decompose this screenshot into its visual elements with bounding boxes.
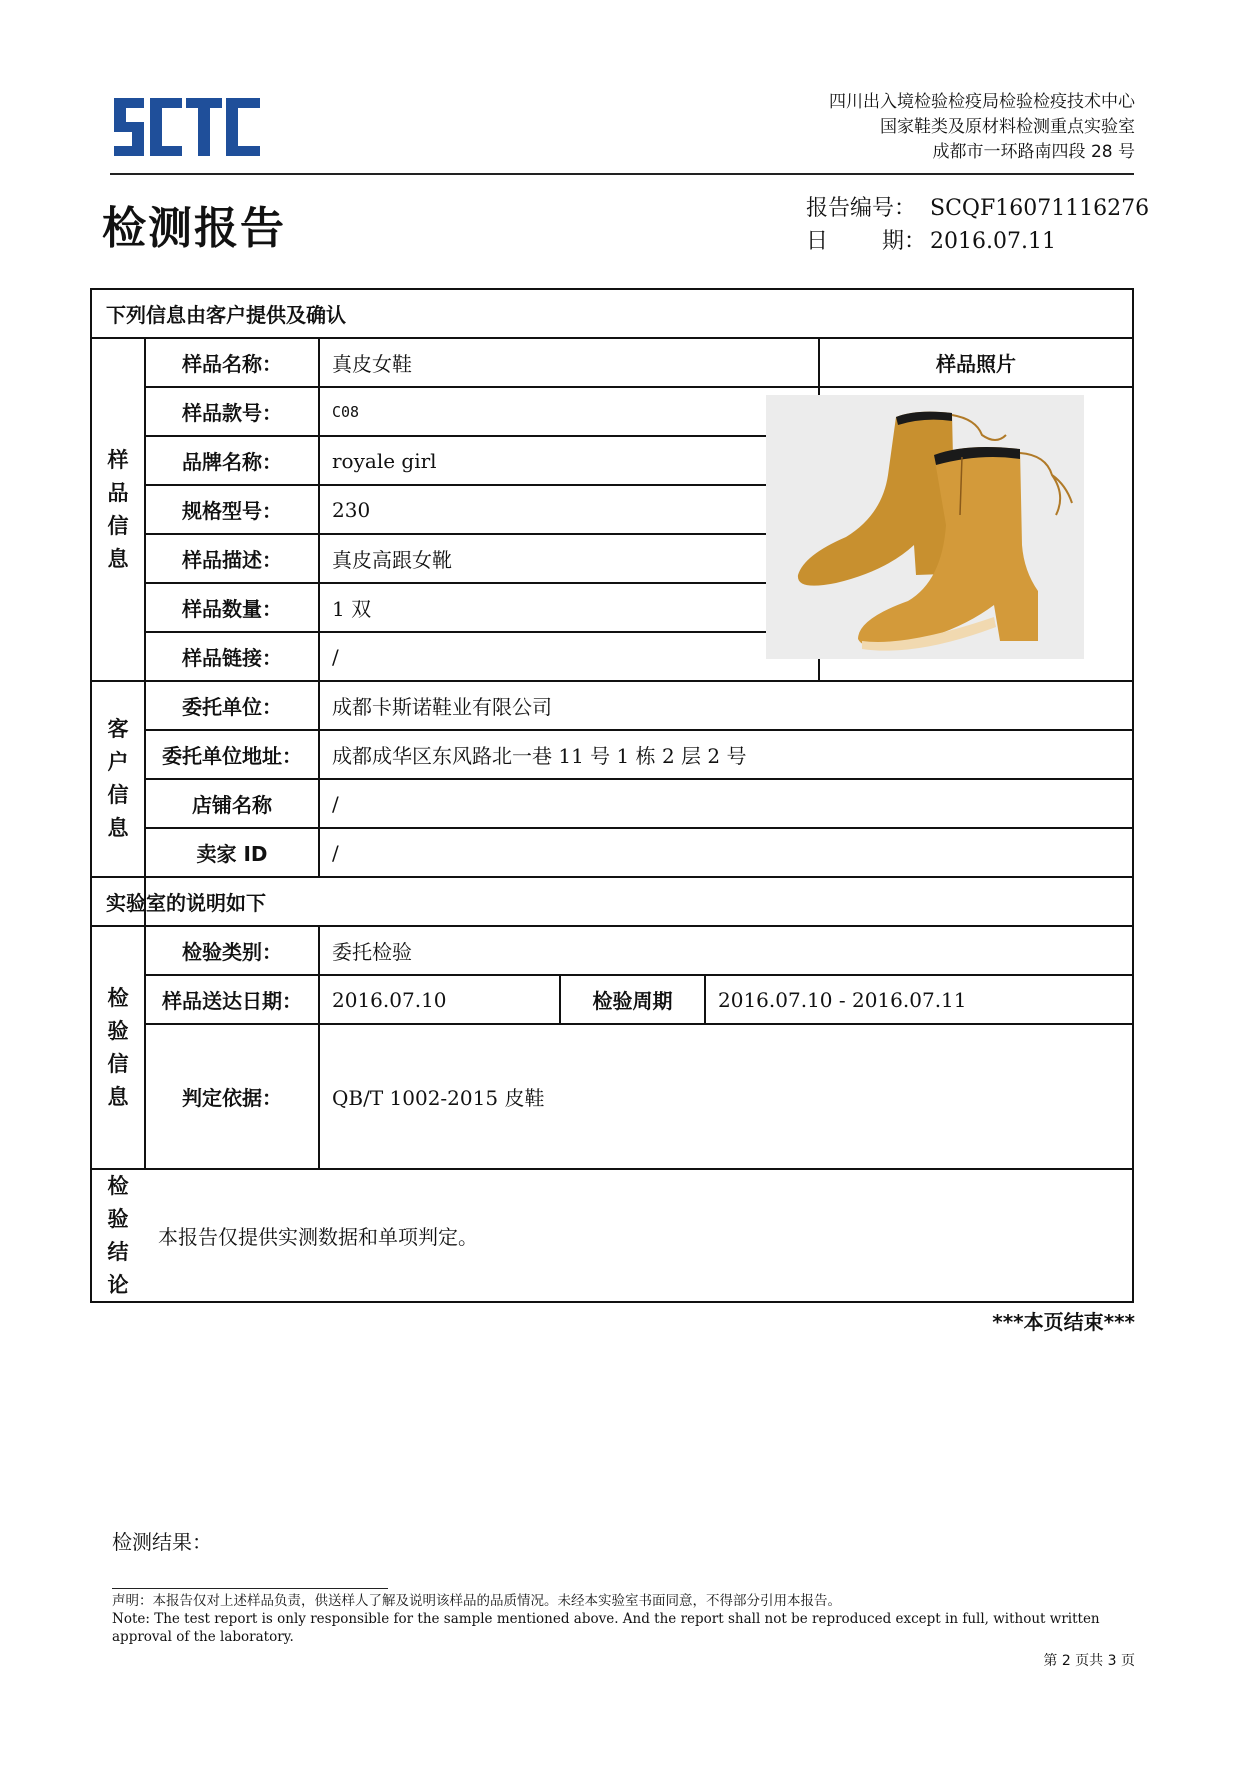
org-line: 国家鞋类及原材料检测重点实验室 [880,117,1135,137]
shop-name-value: / [332,791,339,816]
customer-info-group-label [92,682,144,876]
description-label: 样品描述： [182,548,282,572]
arrival-date-value: 2016.07.10 [332,987,447,1012]
description-value: 真皮高跟女靴 [332,548,452,572]
group-char: 信 [107,783,129,807]
group-char: 户 [107,750,129,774]
sample-name-label: 样品名称： [182,352,282,376]
group-char: 信 [107,1051,129,1076]
seller-id-value: / [332,840,339,865]
group-char: 检 [107,985,129,1010]
conclusion-group-label [92,1170,144,1301]
group-char: 结 [107,1239,129,1264]
inspection-type-label: 检验类别： [182,940,282,964]
report-no-label: 报告编号： [806,196,917,221]
footer-divider [112,1588,388,1589]
sample-style-value: C08 [332,402,360,421]
date-label-a: 日 [806,229,829,254]
group-char: 论 [107,1272,129,1297]
sample-info-group-label [92,339,144,680]
organization-info [829,90,1135,165]
group-char: 息 [107,546,129,571]
group-char: 息 [107,1084,129,1109]
page-number: 第 2 页共 3 页 [1043,1653,1135,1669]
section-client-provided: 下列信息由客户提供及确认 [106,303,346,327]
sctc-logo [112,92,262,164]
report-meta [806,192,1149,258]
conclusion-value: 本报告仅提供实测数据和单项判定。 [158,1225,478,1249]
sample-photo [766,395,1084,659]
photo-header: 样品照片 [936,352,1016,376]
group-char: 验 [107,1206,129,1231]
report-date: 2016.07.11 [930,229,1056,254]
group-char: 客 [107,717,129,741]
footer-note [112,1592,1142,1646]
date-label-b: 期： [882,229,927,254]
period-value: 2016.07.10 - 2016.07.11 [718,987,967,1012]
period-label: 检验周期 [592,989,673,1013]
client-label: 委托单位： [182,695,282,719]
report-no: SCQF16071116276 [930,196,1150,221]
inspection-info-group-label [92,927,144,1168]
group-char: 信 [107,513,129,538]
sample-style-label: 样品款号： [182,401,282,425]
quantity-value: 1 双 [332,597,372,621]
client-address-label: 委托单位地址： [162,744,302,768]
group-char: 品 [107,480,129,505]
section-lab: 实验室的说明如下 [106,891,266,915]
org-line: 成都市一环路南四段 28 号 [932,142,1135,162]
brand-label: 品牌名称： [182,450,282,474]
table-line [818,386,1132,388]
page-end-mark: ***本页结束*** [992,1310,1135,1334]
brand-value: royale girl [332,448,437,473]
group-char: 息 [107,816,129,840]
arrival-date-label: 样品送达日期： [162,989,302,1013]
inspection-type-value: 委托检验 [332,940,412,964]
basis-label: 判定依据： [182,1086,282,1110]
note-en: Note: The test report is only responsible for the sample mentioned above. And the report shall not be reproduced except in full, without written approval of the laboratory. [112,1611,1100,1645]
client-value: 成都卡斯诺鞋业有限公司 [332,695,552,719]
group-char: 验 [107,1018,129,1043]
basis-value: QB/T 1002-2015 皮鞋 [332,1086,545,1110]
spec-label: 规格型号： [182,499,282,523]
shop-name-label: 店铺名称 [192,793,272,817]
link-label: 样品链接： [182,646,282,670]
results-label: 检测结果： [112,1530,212,1554]
quantity-label: 样品数量： [182,597,282,621]
spec-value: 230 [332,497,371,522]
header-divider [110,173,1134,175]
org-line: 四川出入境检验检疫局检验检疫技术中心 [829,92,1135,112]
link-value: / [332,644,339,669]
client-address-value: 成都成华区东风路北一巷 11 号 1 栋 2 层 2 号 [332,744,747,768]
group-char: 样 [107,447,129,472]
sample-name-value: 真皮女鞋 [332,352,412,376]
report-title: 检测报告 [102,203,286,254]
group-char: 检 [107,1173,129,1198]
seller-id-label: 卖家 ID [196,842,268,866]
note-cn: 声明：本报告仅对上述样品负责，供送样人了解及说明该样品的品质情况。未经本实验室书面同意，不得部分引用本报告。 [112,1593,841,1609]
